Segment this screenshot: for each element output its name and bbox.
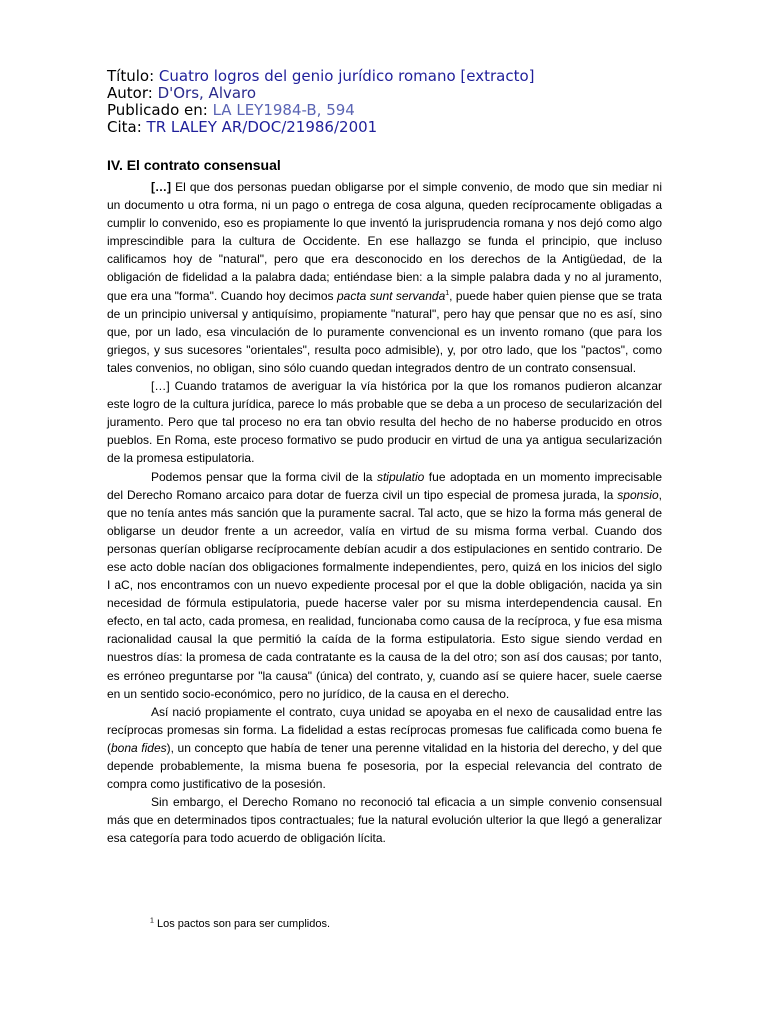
latin-phrase: pacta sunt servanda (336, 288, 446, 303)
paragraph-4-text-a: Así nació propiamente el contrato, cuya unidad se apoyaba en el nexo de causalidad entre las recíprocas promesas sin forma. La fidelidad a estas recíprocas promesas fue calificada como buena fe ( (107, 704, 662, 755)
article-body (107, 178, 662, 847)
footnote-ref: 1 (445, 289, 450, 297)
document-title: Cuatro logros del genio jurídico romano [extracto] (158, 67, 535, 85)
document-metadata (107, 68, 535, 136)
paragraph-1-text-b: , puede haber quien piense que se trata de un principio universal y antiquísimo, propiamente "natural", pero hay que pensar que no es así, sino que, por un lado, esa vinculación de lo puramente convencional es un invento romano (que para los griegos, y sus sucesores "orientales", resulta poco admisible), y, por otro lado, que los "pactos", como tales convenios, no obligan, sino sólo cuando quedan integrados dentro de un contrato consensual. (107, 288, 662, 375)
footnote-number: 1 (150, 917, 154, 925)
paragraph-3-text-c: , que no tenía antes más sanción que la puramente sacral. Tal acto, que se hizo la forma más general de obligarse un deudor frente a un acreedor, valía en virtud de su misma forma verbal. Cuando dos personas querían obligarse recíprocamente debían acudir a dos estipulaciones en sentido contrario. De ese acto doble nacían dos obligaciones formalmente independientes, pero, quizá en los inicios del siglo I aC, nos encontramos con un nuevo expediente procesal por el que la doble obligación, nacida ya sin necesidad de fórmula estipulatoria, puede hacerse valer por su misma interdependencia causal. En efecto, en tal acto, cada promesa, en realidad, funcionaba como causa de la recíproca, y fue esa misma racionalidad causal la que permitió la caída de la forma estipulatoria. Esto sigue siendo verdad en nuestros días: la promesa de cada contratante es la causa de la del otro; son así dos causas; por tanto, es erróneo preguntarse por "la causa" (única) del contrato, y, cuando así se quiere hacer, suele caerse en un sentido socio-económico, pero no jurídico, de la causa en el derecho. (107, 487, 662, 701)
paragraph-3 (107, 468, 662, 703)
paragraph-5: Sin embargo, el Derecho Romano no reconoció tal eficacia a un simple convenio consensual más que en determinados tipos contractuales; fue la natural evolución ulterior la que llegó a generalizar esa categoría para todo acuerdo de obligación lícita. (107, 795, 662, 846)
paragraph-1-text-a: El que dos personas puedan obligarse por el simple convenio, de modo que sin mediar ni un documento u otra forma, ni un pago o entrega de cosa alguna, queden recíprocamente obligadas a cumplir lo convenido, eso es propiamente lo que inventó la jurisprudencia romana y nos dejó como algo imprescindible para la cultura de Occidente. En ese hallazgo se funda el principio, que incluso calificamos hoy de "natural", pero que era desconocido en los derechos de la Antigüedad, de la obligación de fidelidad a la palabra dada; entiéndase bien: a la simple palabra dada y no al juramento, que era una "forma". Cuando hoy decimos (107, 180, 662, 303)
paragraph-3-text-a: Podemos pensar que la forma civil de la (151, 469, 377, 484)
author-name: D'Ors, Alvaro (157, 84, 257, 102)
latin-term-stipulatio: stipulatio (376, 469, 425, 484)
title-row (107, 68, 535, 85)
paragraph-4 (107, 703, 662, 793)
ellipsis-marker: […] (151, 180, 171, 194)
published-key: Publicado en: (107, 101, 213, 119)
latin-term-bona-fides: bona fides (111, 740, 167, 755)
author-key: Autor: (107, 84, 158, 102)
paragraph-2: […] Cuando tratamos de averiguar la vía histórica por la que los romanos pudieron alcanzar este logro de la cultura jurídica, parece lo más probable que se deba a un proceso de secularización del juramento. Pero que tal proceso no era tan obvio resulta del hecho de no haberse producido en otros pueblos. En Roma, este proceso formativo se pudo producir en virtud de una ya antigua secularización de la promesa estipulatoria. (107, 379, 662, 466)
cite-row (107, 119, 535, 136)
latin-term-sponsio: sponsio (617, 487, 659, 502)
paragraph-1 (107, 178, 662, 377)
author-row (107, 85, 535, 102)
paragraph-4-text-b: ), un concepto que había de tener una perenne vitalidad en la historia del derecho, y del que depende probablemente, la misma buena fe posesoria, por la especial relevancia del contrato de compra como justificativo de la posesión. (107, 740, 662, 792)
paragraph-3-text-b: fue adoptada en un momento imprecisable del Derecho Romano arcaico para dotar de fuerza civil un tipo especial de promesa jurada, la (107, 469, 663, 502)
section-heading: IV. El contrato consensual (107, 157, 281, 173)
footnote-text: Los pactos son para ser cumplidos. (153, 918, 330, 930)
published-row (107, 102, 535, 119)
title-key: Título: (107, 67, 159, 85)
cite-key: Cita: (107, 118, 147, 136)
published-source: LA LEY1984-B, 594 (212, 101, 355, 119)
cite-reference: TR LALEY AR/DOC/21986/2001 (146, 118, 378, 136)
footnote (150, 918, 330, 930)
